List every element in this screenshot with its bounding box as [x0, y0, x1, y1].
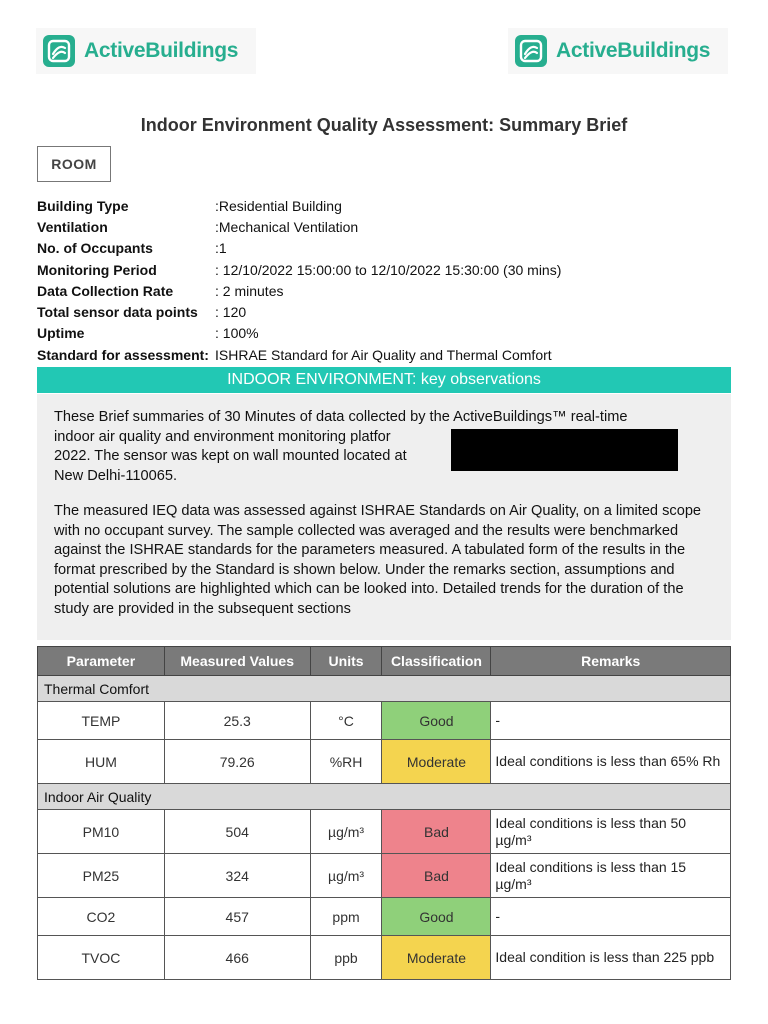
classification-badge: Good [382, 898, 491, 936]
info-row [37, 344, 737, 365]
classification-badge: Bad [382, 810, 491, 854]
activebuildings-logo-icon [514, 34, 548, 68]
column-header: Parameter [38, 647, 165, 676]
parameter-cell: TVOC [38, 936, 165, 980]
info-value: :Mechanical Ventilation [215, 218, 359, 235]
column-header: Units [310, 647, 382, 676]
remarks-cell: Ideal condition is less than 225 ppb [491, 936, 731, 980]
table-row [38, 702, 731, 740]
unit-cell: ppb [310, 936, 382, 980]
observations-banner: INDOOR ENVIRONMENT: key observations [37, 367, 731, 393]
table-section-row [38, 676, 731, 702]
parameter-cell: HUM [38, 740, 165, 784]
remarks-cell: Ideal conditions is less than 15 µg/m³ [491, 854, 731, 898]
value-cell: 504 [164, 810, 310, 854]
table-section-row [38, 784, 731, 810]
classification-badge: Moderate [382, 936, 491, 980]
info-label: Building Type [37, 197, 129, 214]
ieq-results-table [37, 646, 731, 980]
value-cell: 466 [164, 936, 310, 980]
building-info [37, 195, 737, 365]
classification-badge: Bad [382, 854, 491, 898]
parameter-cell: TEMP [38, 702, 165, 740]
remarks-cell: - [491, 898, 731, 936]
observation-text: 2022. The sensor was kept on wall mounted located at [54, 448, 407, 464]
column-header: Classification [382, 647, 491, 676]
room-label: ROOM [37, 146, 111, 182]
info-row [37, 238, 737, 259]
unit-cell: °C [310, 702, 382, 740]
value-cell: 79.26 [164, 740, 310, 784]
classification-badge: Moderate [382, 740, 491, 784]
info-row [37, 280, 737, 301]
observation-paragraph-2: The measured IEQ data was assessed against ISHRAE Standards on Air Quality, on a limited scope with no occupant survey. The sample collected was averaged and the results were benchmarked against the ISHRAE standards for the parameters measured. A tabulated form of the results in the format prescribed by the Standard is shown below. Under the remarks section, assumptions and potential solutions are highlighted which can be looked into. Detailed trends for the duration of the study are provided in the subsequent sections [54, 503, 702, 617]
parameter-cell: PM25 [38, 854, 165, 898]
info-value: : 12/10/2022 15:00:00 to 12/10/2022 15:30:00 (30 mins) [215, 261, 562, 278]
remarks-cell: Ideal conditions is less than 65% Rh [491, 740, 731, 784]
info-value: : 100% [215, 325, 259, 342]
info-value: :Residential Building [215, 197, 342, 214]
value-cell: 324 [164, 854, 310, 898]
info-row [37, 323, 737, 344]
info-label: Ventilation [37, 218, 108, 235]
table-header-row [38, 647, 731, 676]
info-label: Total sensor data points [37, 304, 198, 321]
table-row [38, 740, 731, 784]
info-label: Standard for assessment: [37, 346, 209, 363]
section-label: Thermal Comfort [38, 676, 731, 702]
unit-cell: µg/m³ [310, 810, 382, 854]
info-label: Monitoring Period [37, 261, 157, 278]
table-row [38, 936, 731, 980]
observation-text: indoor air quality and environment monitoring platfor [54, 428, 391, 445]
classification-badge: Good [382, 702, 491, 740]
unit-cell: µg/m³ [310, 854, 382, 898]
info-row [37, 195, 737, 216]
table-row [38, 854, 731, 898]
info-label: Data Collection Rate [37, 282, 174, 299]
document-title: Indoor Environment Quality Assessment: Summary Brief [140, 115, 628, 135]
info-value: : 120 [215, 304, 247, 321]
column-header: Measured Values [164, 647, 310, 676]
value-cell: 457 [164, 898, 310, 936]
info-value: : 2 minutes [215, 282, 284, 299]
table-row [38, 898, 731, 936]
unit-cell: %RH [310, 740, 382, 784]
remarks-cell: Ideal conditions is less than 50 µg/m³ [491, 810, 731, 854]
activebuildings-logo-icon [42, 34, 76, 68]
info-label: No. of Occupants [37, 240, 153, 257]
brand-logo-left [36, 28, 256, 74]
info-row [37, 216, 737, 237]
brand-logo-right [508, 28, 728, 74]
value-cell: 25.3 [164, 702, 310, 740]
parameter-cell: CO2 [38, 898, 165, 936]
brand-name: ActiveBuildings [84, 39, 239, 62]
info-value: :1 [215, 240, 227, 257]
observation-text: These Brief summaries of 30 Minutes of data collected by the ActiveBuildings™ real-time [54, 409, 628, 425]
parameter-cell: PM10 [38, 810, 165, 854]
remarks-cell: - [491, 702, 731, 740]
section-label: Indoor Air Quality [38, 784, 731, 810]
column-header: Remarks [491, 647, 731, 676]
observation-text: New Delhi-110065. [54, 467, 178, 484]
unit-cell: ppm [310, 898, 382, 936]
brand-name: ActiveBuildings [556, 39, 711, 62]
info-value: ISHRAE Standard for Air Quality and Thermal Comfort [215, 346, 552, 363]
info-row [37, 301, 737, 322]
info-label: Uptime [37, 325, 85, 342]
table-row [38, 810, 731, 854]
info-row [37, 259, 737, 280]
redaction-block [451, 429, 678, 471]
